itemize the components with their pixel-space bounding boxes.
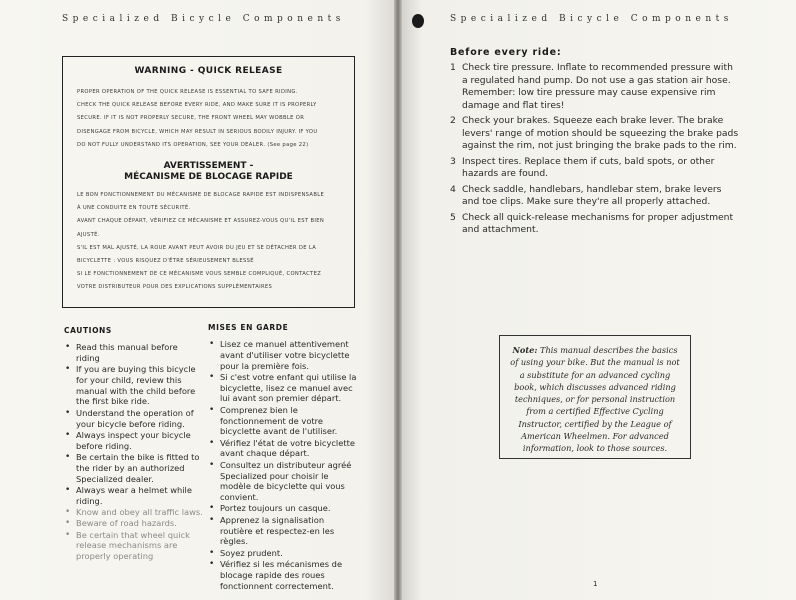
cautions-list: [64, 342, 204, 562]
avertissement-line: SI LE FONCTIONNEMENT DE CE MÉCANISME VOUS SEMBLE COMPLIQUÉ, CONTACTEZ: [77, 271, 322, 278]
caution-item: • If you are buying this bicycle for your child, review this manual with the child before the first bike ride.: [64, 364, 204, 407]
checklist: [450, 62, 740, 240]
mises-item: • Vérifiez l'état de votre bicyclette avant chaque départ.: [208, 438, 358, 460]
mises-item: • Lisez ce manuel attentivement avant d'utiliser votre bicyclette pour la première fois.: [208, 339, 358, 371]
mises-item: • Portez toujours un casque.: [208, 503, 358, 514]
mises-item: • Soyez prudent.: [208, 548, 358, 559]
checklist-text: Check all quick-release mechanisms for proper adjustment and attachment.: [462, 211, 734, 235]
checklist-text: Check tire pressure. Inflate to recommended pressure with a regulated hand pump. Do not use a gas station air hose. Remember: low tire pressure may cause expensive rim damage and flat tires!: [462, 62, 733, 111]
caution-item: • Know and obey all traffic laws.: [64, 507, 204, 518]
warning-line: DO NOT FULLY UNDERSTAND ITS OPERATION, SEE YOUR DEALER. (See page 22): [77, 141, 309, 148]
warning-line: DISENGAGE FROM BICYCLE, WHICH MAY RESULT IN SERIOUS BODILY INJURY. IF YOU: [77, 128, 318, 135]
checklist-item: [450, 156, 740, 181]
caution-item: • Beware of road hazards.: [64, 518, 204, 529]
checklist-number: 5: [450, 211, 456, 223]
mises-item: • Apprenez la signalisation routière et respectez-en les règles.: [208, 515, 358, 547]
checklist-text: Check your brakes. Squeeze each brake lever. The brake levers' range of motion should be squeezing the brake pads against the rim, not just bringing the brake pads to the rim.: [462, 115, 739, 151]
avertissement-line: VOTRE DISTRIBUTEUR POUR DES EXPLICATIONS SUPPLÉMENTAIRES: [77, 284, 273, 291]
checklist-number: 3: [450, 155, 456, 167]
avertissement-line: AJUSTÉ.: [77, 231, 100, 238]
checklist-item: [450, 62, 740, 112]
cautions-title: CAUTIONS: [64, 326, 112, 335]
avertissement-title-line-2: MÉCANISME DE BLOCAGE RAPIDE: [124, 172, 293, 183]
avertissement-line: À UNE CONDUITE EN TOUTE SÉCURITÉ.: [77, 205, 191, 212]
warning-line: SECURE. IF IT IS NOT PROPERLY SECURE, THE FRONT WHEEL MAY WOBBLE OR: [77, 115, 305, 122]
book-gutter: [394, 0, 402, 600]
warning-line: PROPER OPERATION OF THE QUICK RELEASE IS ESSENTIAL TO SAFE RIDING.: [77, 89, 298, 95]
quick-release-warning-box: [62, 56, 355, 308]
checklist-text: Inspect tires. Replace them if cuts, bald spots, or other hazards are found.: [462, 155, 715, 179]
caution-item: • Always wear a helmet while riding.: [64, 485, 204, 507]
checklist-number: 4: [450, 183, 456, 195]
note-label: Note:: [512, 345, 538, 355]
caution-item: • Be certain that wheel quick release mechanisms are properly operating: [64, 530, 204, 562]
warning-title: WARNING - QUICK RELEASE: [134, 66, 283, 76]
mises-en-garde-title: MISES EN GARDE: [208, 323, 289, 332]
mises-item: • Consultez un distributeur agréé Specialized pour choisir le modèle de bicyclette qui vous convient.: [208, 460, 358, 503]
avertissement-line: S'IL EST MAL AJUSTÉ, LA ROUE AVANT PEUT AVOIR DU JEU ET SE DÉTACHER DE LA: [77, 244, 317, 251]
checklist-text: Check saddle, handlebars, handlebar stem, brake levers and toe clips. Make sure they're all properly attached.: [462, 183, 722, 207]
checklist-item: [450, 184, 740, 209]
avertissement-title: [77, 161, 340, 183]
checklist-number: 1: [450, 62, 456, 73]
avertissement-title-line-1: AVERTISSEMENT -: [163, 161, 254, 172]
mises-item: • Comprenez bien le fonctionnement de votre bicyclette avant de l'utiliser.: [208, 405, 358, 437]
before-every-ride-title: Before every ride:: [450, 47, 562, 58]
note-text: This manual describes the basics of using your bike. But the manual is not a substitute for an advanced cycling book, which discusses advanced riding techniques, or for personal instruction from a certified Effective Cycling Instructor, certified by the League of American Wheelmen. For advanced information, look to those sources.: [510, 345, 680, 454]
mises-item: • Si c'est votre enfant qui utilise la bicyclette, lisez ce manuel avec lui avant son premier départ.: [208, 372, 358, 404]
caution-item: • Understand the operation of your bicycle before riding.: [64, 408, 204, 430]
binding-hole: [412, 14, 424, 28]
mises-item: • Vérifiez si les mécanismes de blocage rapide des roues fonctionnent correctement.: [208, 559, 358, 591]
caution-item: • Read this manual before riding: [64, 342, 204, 364]
checklist-number: 2: [450, 115, 456, 126]
checklist-item: [450, 115, 740, 153]
right-running-header: Specialized Bicycle Components: [450, 14, 733, 24]
avertissement-line: LE BON FONCTIONNEMENT DU MÉCANISME DE BLOCAGE RAPIDE EST INDISPENSABLE: [77, 192, 325, 199]
caution-item: • Always inspect your bicycle before riding.: [64, 430, 204, 452]
avertissement-line: AVANT CHAQUE DÉPART, VÉRIFIEZ CE MÉCANISME ET ASSUREZ-VOUS QU'IL EST BIEN: [77, 218, 325, 225]
avertissement-line: BICYCLETTE : VOUS RISQUEZ D'ÊTRE SÉRIEUSEMENT BLESSÉ: [77, 258, 254, 265]
checklist-item: [450, 212, 740, 237]
right-page: [398, 0, 796, 600]
caution-item: • Be certain the bike is fitted to the rider by an authorized Specialized dealer.: [64, 452, 204, 484]
left-running-header: Specialized Bicycle Components: [62, 14, 345, 24]
warning-line: CHECK THE QUICK RELEASE BEFORE EVERY RIDE, AND MAKE SURE IT IS PROPERLY: [77, 102, 317, 109]
mises-en-garde-list: [208, 339, 358, 592]
note-box: [499, 335, 691, 459]
page-number: 1: [593, 580, 598, 588]
